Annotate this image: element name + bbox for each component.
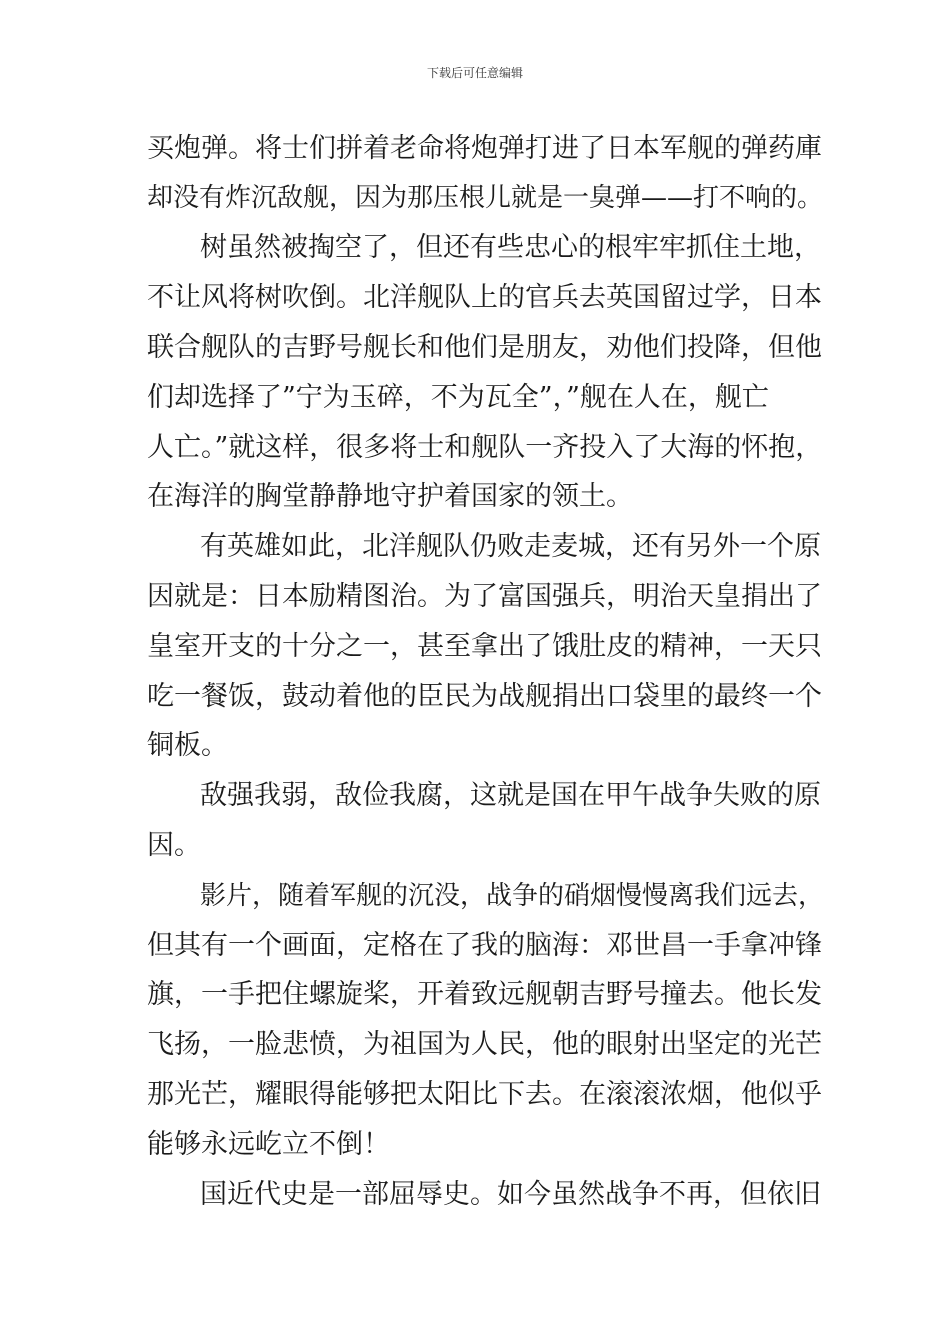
paragraph-first-line: 影片，随着军舰的沉没，战争的硝烟慢慢离我们远去， [200,881,825,911]
text-line: 们却选择了”宁为玉碎，不为瓦全”，”舰在人在，舰亡 [147,382,769,413]
text-line: 飞扬，一脸悲愤，为祖国为人民，他的眼射出坚定的光芒 [147,1029,822,1060]
text-line: 但其有一个画面，定格在了我的脑海：邓世昌一手拿冲锋 [147,930,822,961]
text-line: 却没有炸沉敌舰，因为那压根儿就是一臭弹——打不响的。 [147,183,824,213]
paragraph-first-line: 树虽然被掏空了，但还有些忠心的根牢牢抓住土地， [200,232,821,263]
text-line: 买炮弹。将士们拼着老命将炮弹打进了日本军舰的弹药庫 [147,133,822,164]
text-line: 因。 [147,830,201,861]
text-line: 能够永远屹立不倒！ [147,1129,390,1160]
text-line: 联合舰队的吉野号舰长和他们是朋友，劝他们投降，但他 [147,332,822,363]
text-line: 铜板。 [147,730,228,761]
text-line: 旗，一手把住螺旋桨，开着致远舰朝吉野号撞去。他长发 [147,979,822,1010]
text-line: 不让风将树吹倒。北洋舰队上的官兵去英国留过学，日本 [147,282,822,313]
paragraph-first-line: 敌强我弱，敌俭我腐，这就是国在甲午战争失败的原 [200,780,821,811]
text-line: 因就是：日本励精图治。为了富国强兵，明治天皇捐出了 [147,581,822,612]
text-line: 人亡。”就这样，很多将士和舰队一齐投入了大海的怀抱， [147,432,823,463]
text-line: 在海洋的胸堂静静地守护着国家的领土。 [147,481,633,512]
text-line: 那光芒，耀眼得能够把太阳比下去。在滚滚浓烟，他似乎 [147,1079,822,1110]
text-line: 皇室开支的十分之一，甚至拿出了饿肚皮的精神，一天只 [147,631,822,662]
text-line: 吃一餐饭，鼓动着他的臣民为战舰捐出口袋里的最终一个 [147,681,822,712]
paragraph-first-line: 有英雄如此，北洋舰队仍败走麦城，还有另外一个原 [200,531,821,562]
page-header-note: 下载后可任意编辑 [426,66,523,80]
paragraph-first-line: 国近代史是一部屈辱史。如今虽然战争不再，但依旧 [200,1179,821,1210]
